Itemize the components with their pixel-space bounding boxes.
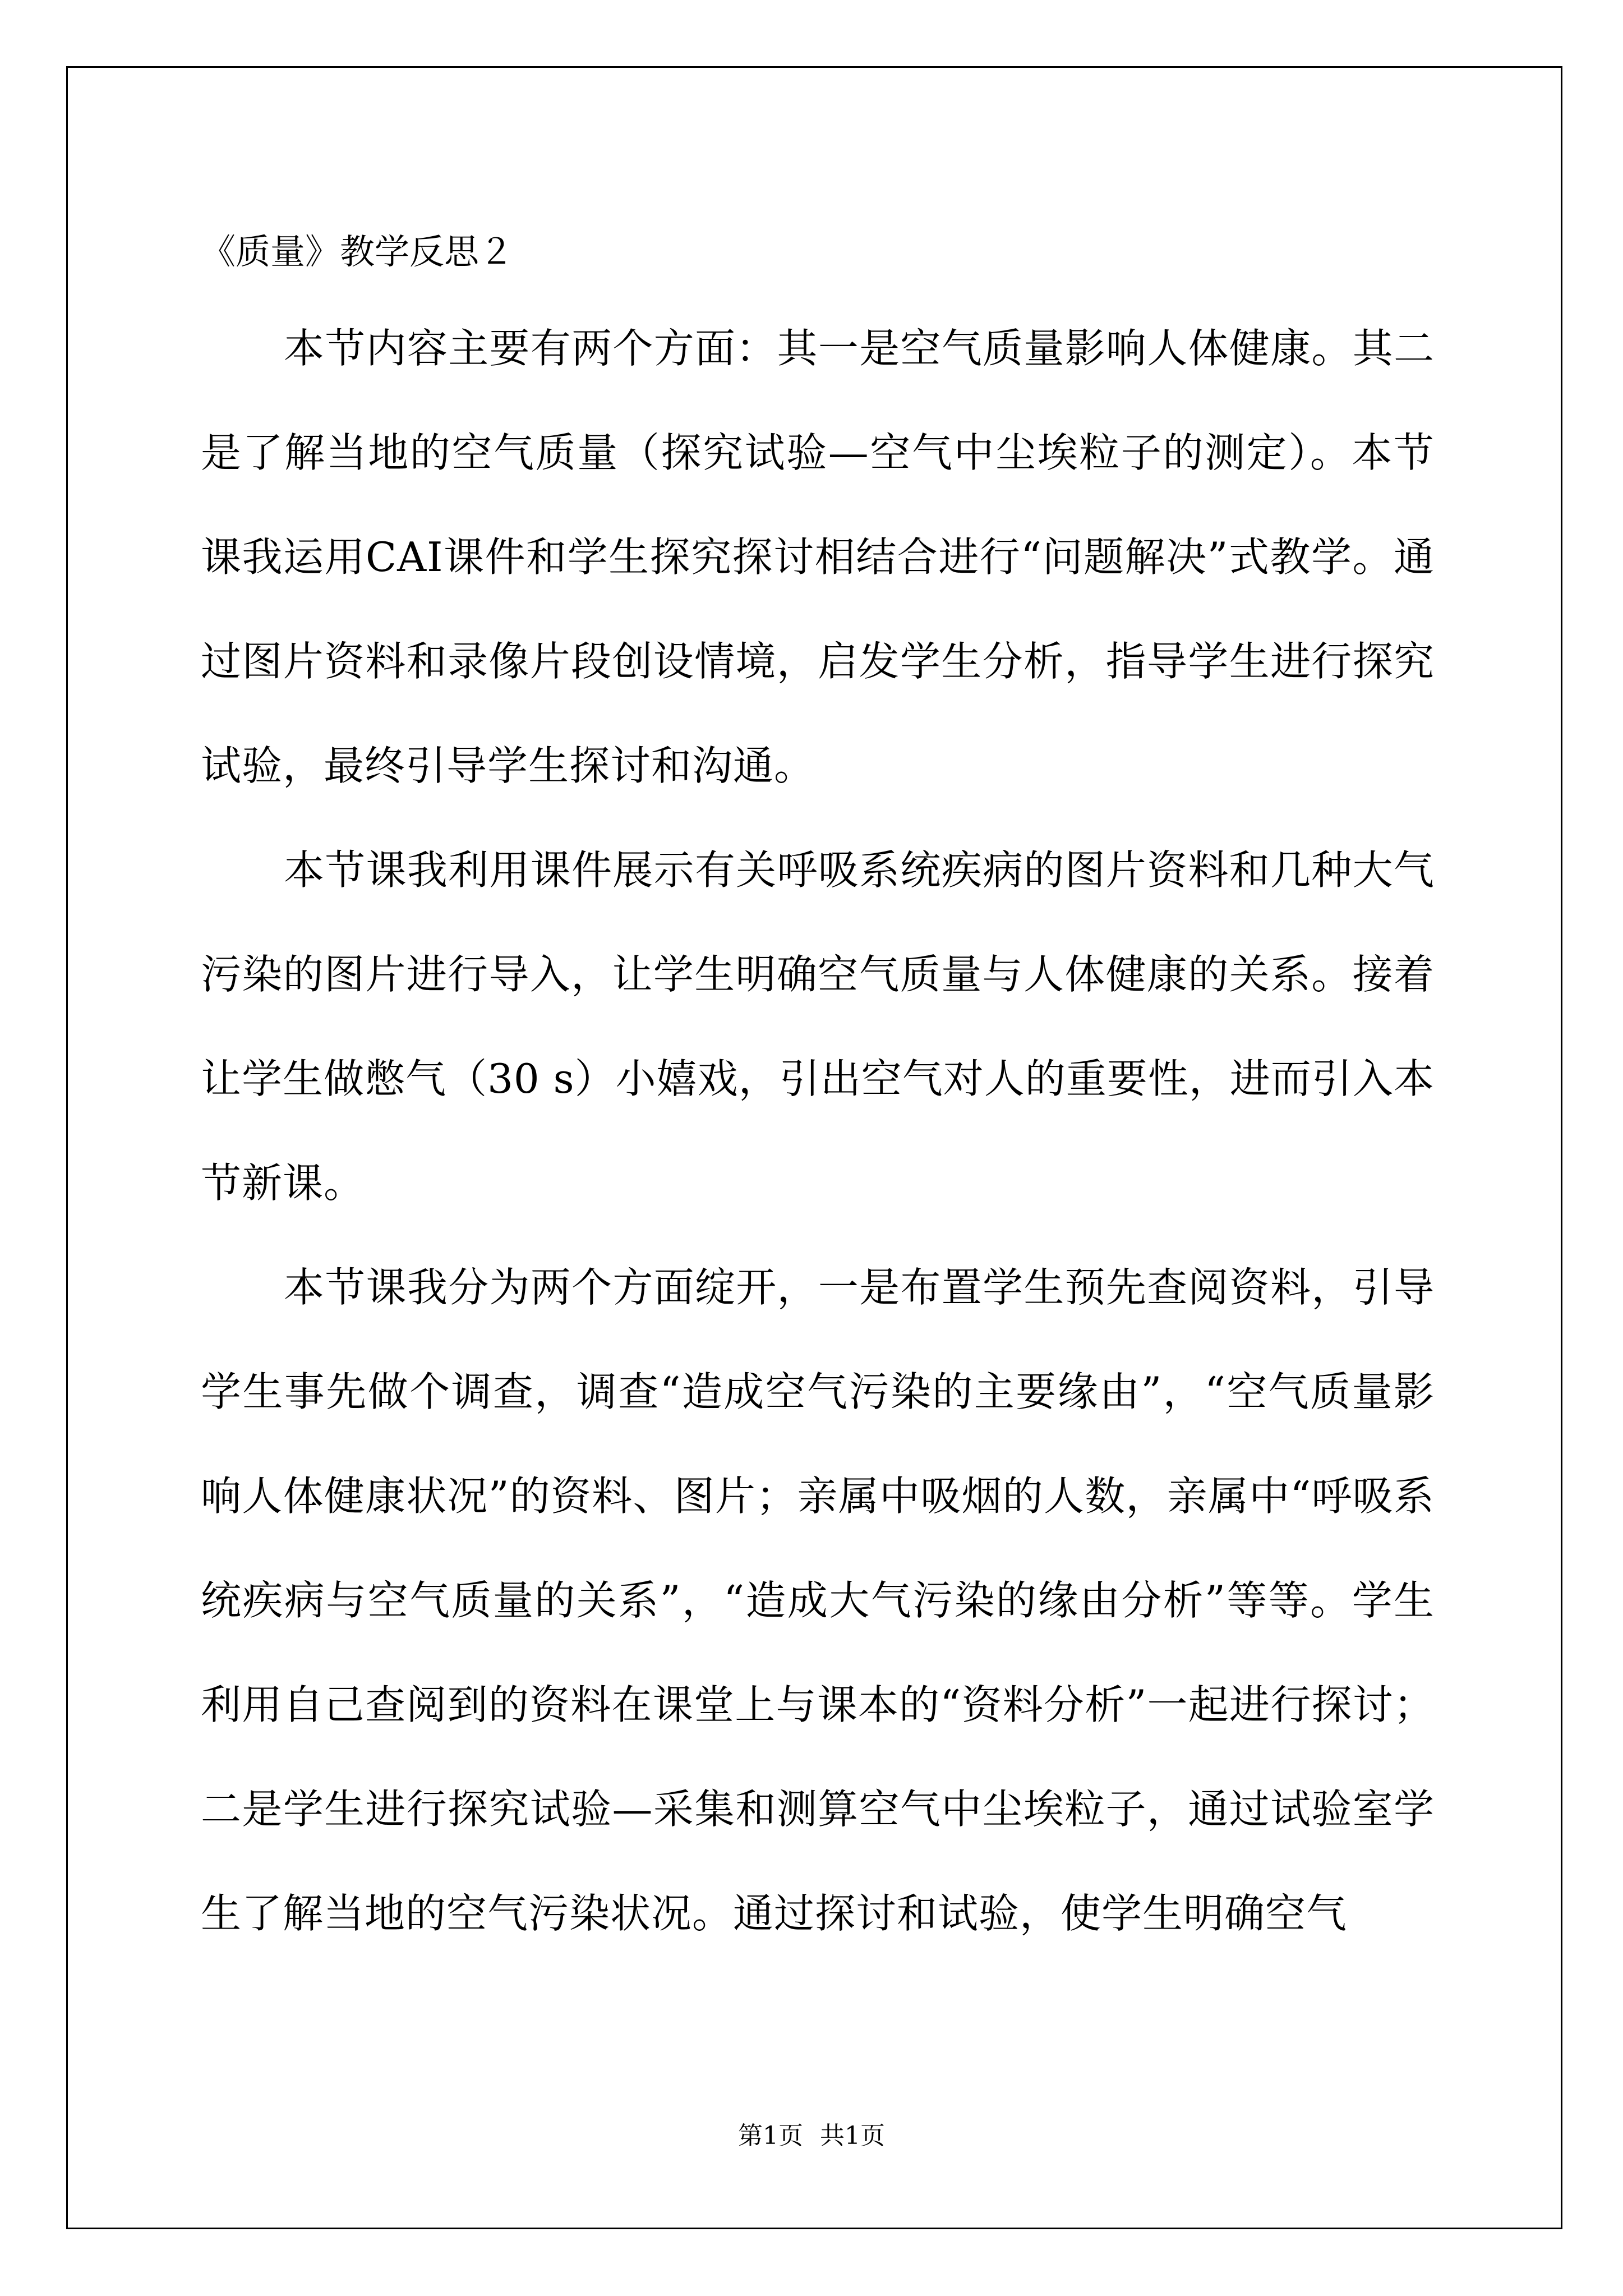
document-body	[201, 208, 1435, 1966]
paragraph-1: 本节内容主要有两个方面：其一是空气质量影响人体健康。其二是了解当地的空气质量（探究试验—空气中尘埃粒子的测定）。本节课我运用CAI课件和学生探究探讨相结合进行“问题解决”式教学。通过图片资料和录像片段创设情境，启发学生分析，指导学生进行探究试验，最终引导学生探讨和沟通。	[201, 325, 1435, 789]
paragraph-2: 本节课我利用课件展示有关呼吸系统疾病的图片资料和几种大气污染的图片进行导入，让学生明确空气质量与人体健康的关系。接着让学生做憋气（30 s）小嬉戏，引出空气对人的重要性，进而引入本节新课。	[201, 846, 1435, 1207]
document-title: 《质量》教学反思２	[201, 231, 514, 272]
page-footer	[0, 2119, 1623, 2153]
page-number: 第1页	[738, 2122, 803, 2150]
paragraph-3: 本节课我分为两个方面绽开，一是布置学生预先查阅资料，引导学生事先做个调查，调查“造成空气污染的主要缘由”，“空气质量影响人体健康状况”的资料、图片；亲属中吸烟的人数，亲属中“呼吸系统疾病与空气质量的关系”，“造成大气污染的缘由分析”等等。学生利用自己查阅到的资料在课堂上与课本的“资料分析”一起进行探讨；二是学生进行探究试验—采集和测算空气中尘埃粒子，通过试验室学生了解当地的空气污染状况。通过探讨和试验，使学生明确空气	[201, 1264, 1435, 1937]
page-total: 共1页	[820, 2122, 885, 2150]
